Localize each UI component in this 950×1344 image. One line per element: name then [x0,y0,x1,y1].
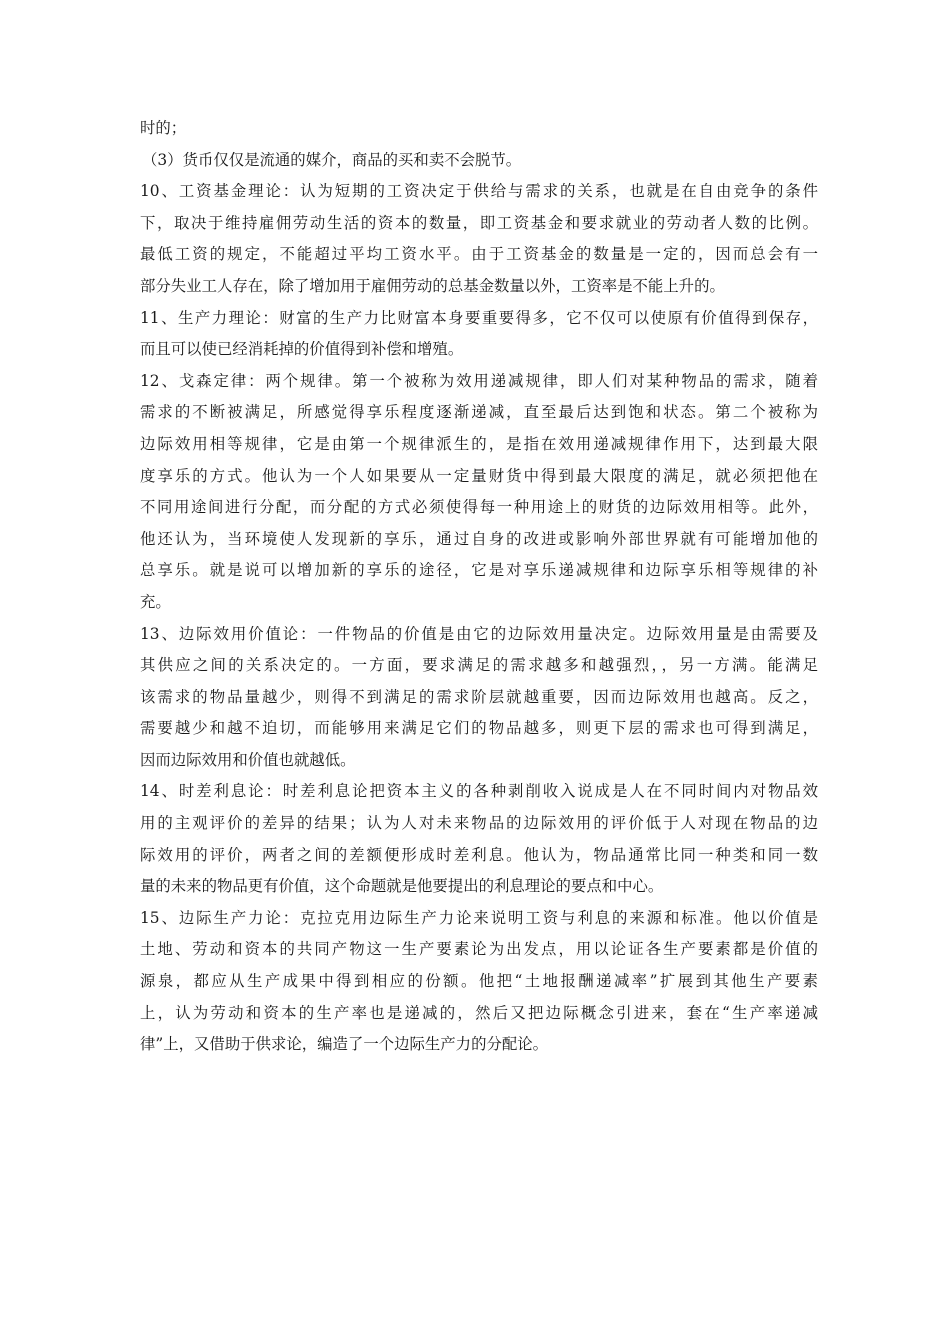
text-line: 部分失业工人存在，除了增加用于雇佣劳动的总基金数量以外，工资率是不能上升的。 [140,276,725,295]
text-line: 边际效用相等规律，它是由第一个规律派生的，是指在效用递减规律作用下，达到最大限 [140,434,818,453]
text-line: 律”上，又借助于供求论，编造了一个边际生产力的分配论。 [140,1035,549,1054]
text-line: 他还认为，当环境使人发现新的享乐，通过自身的改进或影响外部世界就有可能增加他的 [140,529,818,548]
text-line: 土地、劳动和资本的共同产物这一生产要素论为出发点，用以论证各生产要素都是价值的 [140,940,818,959]
text-line: 14、时差利息论：时差利息论把资本主义的各种剥削收入说成是人在不同时间内对物品效 [140,782,818,801]
text-line: 不同用途间进行分配，而分配的方式必须使得每一种用途上的财货的边际效用相等。此外， [140,498,818,517]
text-line: 用的主观评价的差异的结果；认为人对未来物品的边际效用的评价低于人对现在物品的边 [140,814,818,833]
text-line: 时的； [140,119,187,137]
text-line: 际效用的评价，两者之间的差额便形成时差利息。他认为，物品通常比同一种类和同一数 [140,845,818,864]
paragraph-gossen-law [140,366,818,619]
text-line: 源泉，都应从生产成果中得到相应的份额。他把“土地报酬递减率”扩展到其他生产要素 [140,972,818,991]
text-line: 11、生产力理论：财富的生产力比财富本身要重要得多，它不仅可以使原有价值得到保存， [140,308,818,327]
text-line: 因而边际效用和价值也就越低。 [140,750,356,769]
text-line: 12、戈森定律：两个规律。第一个被称为效用递减规律，即人们对某种物品的需求，随着 [140,371,818,390]
paragraph-time-preference-interest-theory [140,776,818,902]
text-line: 而且可以使已经消耗掉的价值得到补偿和增殖。 [140,340,464,359]
text-line: 15、边际生产力论：克拉克用边际生产力论来说明工资与利息的来源和标准。他以价值是 [140,908,818,927]
paragraph-productive-power-theory [140,303,818,366]
text-line: 需要越少和越不迫切，而能够用来满足它们的物品越多，则更下层的需求也可得到满足， [140,719,818,738]
text-line: 最低工资的规定，不能超过平均工资水平。由于工资基金的数量是一定的，因而总会有一 [140,245,818,264]
text-line: （3）货币仅仅是流通的媒介，商品的买和卖不会脱节。 [142,150,522,169]
text-line: 度享乐的方式。他认为一个人如果要从一定量财货中得到最大限度的满足，就必须把他在 [140,466,818,485]
paragraph-marginal-utility-value-theory [140,619,818,777]
text-line: 10、工资基金理论：认为短期的工资决定于供给与需求的关系，也就是在自由竞争的条件 [140,182,818,201]
document-page [140,113,818,1061]
paragraph-marginal-productivity-theory [140,903,818,1061]
text-line: 量的未来的物品更有价值，这个命题就是他要提出的利息理论的要点和中心。 [140,877,664,896]
text-line: 其供应之间的关系决定的。一方面，要求满足的需求越多和越强烈，，另一方满。能满足 [140,656,818,675]
text-line: 总享乐。就是说可以增加新的享乐的途径，它是对享乐递减规律和边际享乐相等规律的补 [140,561,818,580]
text-line: 13、边际效用价值论：一件物品的价值是由它的边际效用量决定。边际效用量是由需要及 [140,624,818,643]
paragraph-continuation [140,113,818,145]
paragraph-item-3 [140,145,818,177]
paragraph-wage-fund-theory [140,176,818,302]
text-line: 上，认为劳动和资本的生产率也是递减的，然后又把边际概念引进来，套在“生产率递减 [140,1003,818,1022]
text-line: 需求的不断被满足，所感觉得享乐程度逐渐递减，直至最后达到饱和状态。第二个被称为 [140,403,818,422]
text-line: 充。 [140,592,171,611]
text-line: 下，取决于维持雇佣劳动生活的资本的数量，即工资基金和要求就业的劳动者人数的比例。 [140,213,818,232]
text-line: 该需求的物品量越少，则得不到满足的需求阶层就越重要，因而边际效用也越高。反之， [140,687,818,706]
